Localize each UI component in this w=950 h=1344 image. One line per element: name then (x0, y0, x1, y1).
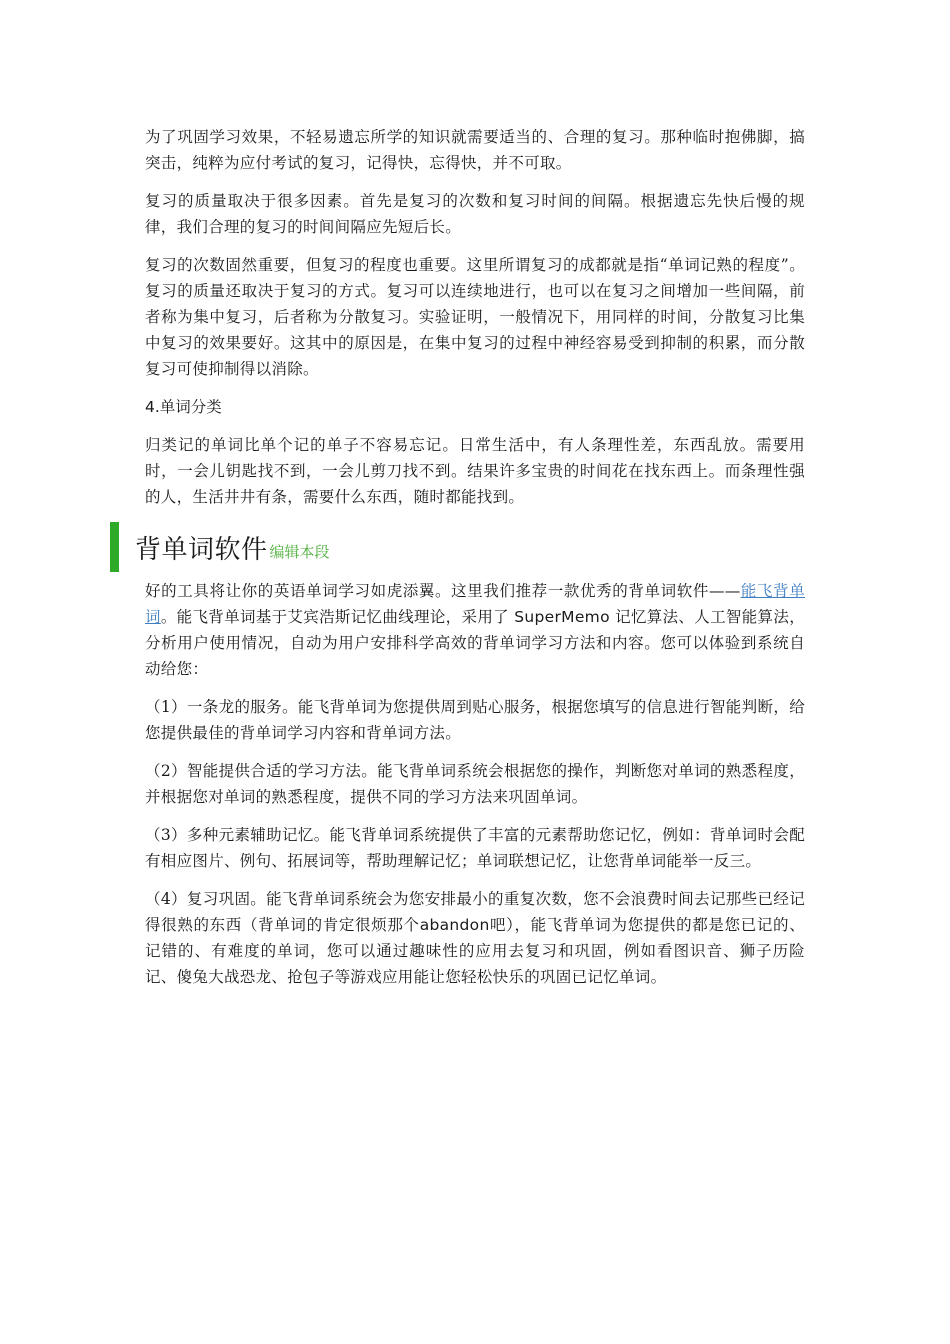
section-accent-bar (110, 522, 119, 572)
paragraph-software-intro (145, 578, 805, 682)
supermemo-text: SuperMemo (514, 608, 610, 626)
edit-section-link[interactable]: 编辑本段 (269, 542, 330, 561)
software-hyperlink[interactable]: 能飞背单词 (145, 582, 805, 626)
section-title: 背单词软件 (135, 534, 268, 565)
list-item-review-consolidation (145, 886, 805, 990)
section-header-software (110, 522, 805, 572)
intro-text-middle: 。能飞背单词基于艾宾浩斯记忆曲线理论，采用了 (160, 608, 509, 626)
item4-text-end: 吧），能飞背单词为您提供的都是您已记的、记错的、有难度的单词，您可以通过趣味性的应用去复习和巩固，例如看图识音、狮子历险记、傻兔大战恐龙、抢包子等游戏应用能让您轻松快乐的巩固已记忆单词。 (145, 916, 805, 986)
list-item-one-stop-service: （1）一条龙的服务。能飞背单词为您提供周到贴心服务，根据您填写的信息进行智能判断，给您提供最佳的背单词学习内容和背单词方法。 (145, 698, 805, 742)
paragraph-review-degree: 复习的次数固然重要，但复习的程度也重要。这里所谓复习的成都就是指“单词记熟的程度”。复习的质量还取决于复习的方式。复习可以连续地进行，也可以在复习之间增加一些间隔，前者称为集中复习，后者称为分散复习。实验证明，一般情况下，用同样的时间，分散复习比集中复习的效果要好。这其中的原因是，在集中复习的过程中神经容易受到抑制的积累，而分散复习可使抑制得以消除。 (145, 256, 805, 378)
document-body (135, 124, 805, 1002)
list-item-smart-methods: （2）智能提供合适的学习方法。能飞背单词系统会根据您的操作，判断您对单词的熟悉程度，并根据您对单词的熟悉程度，提供不同的学习方法来巩固单词。 (145, 762, 805, 806)
intro-text-end: 记忆算法、人工智能算法，分析用户使用情况，自动为用户安排科学高效的背单词学习方法和内容。您可以体验到系统自动给您： (145, 608, 805, 678)
item4-text-start: （4）复习巩固。能飞背单词系统会为您安排最小的重复次数，您不会浪费时间去记那些已经记得很熟的东西（背单词的肯定很烦那个 (145, 890, 805, 934)
paragraph-review-quality: 复习的质量取决于很多因素。首先是复习的次数和复习时间的间隔。根据遗忘先快后慢的规律，我们合理的复习的时间间隔应先短后长。 (145, 192, 805, 236)
paragraph-review-appropriate: 为了巩固学习效果，不轻易遗忘所学的知识就需要适当的、合理的复习。那种临时抱佛脚，搞突击，纯粹为应付考试的复习，记得快，忘得快，并不可取。 (145, 128, 805, 172)
list-item-multi-elements: （3）多种元素辅助记忆。能飞背单词系统提供了丰富的元素帮助您记忆，例如：背单词时会配有相应图片、例句、拓展词等，帮助理解记忆；单词联想记忆，让您背单词能举一反三。 (145, 826, 805, 870)
paragraph-word-classification: 归类记的单词比单个记的单子不容易忘记。日常生活中，有人条理性差，东西乱放。需要用时，一会儿钥匙找不到，一会儿剪刀找不到。结果许多宝贵的时间花在找东西上。而条理性强的人，生活井井有条，需要什么东西，随时都能找到。 (145, 436, 805, 506)
intro-text-start: 好的工具将让你的英语单词学习如虎添翼。这里我们推荐一款优秀的背单词软件—— (145, 582, 741, 600)
subheading-word-classification: 4.单词分类 (145, 398, 222, 416)
abandon-text: abandon (419, 916, 490, 934)
